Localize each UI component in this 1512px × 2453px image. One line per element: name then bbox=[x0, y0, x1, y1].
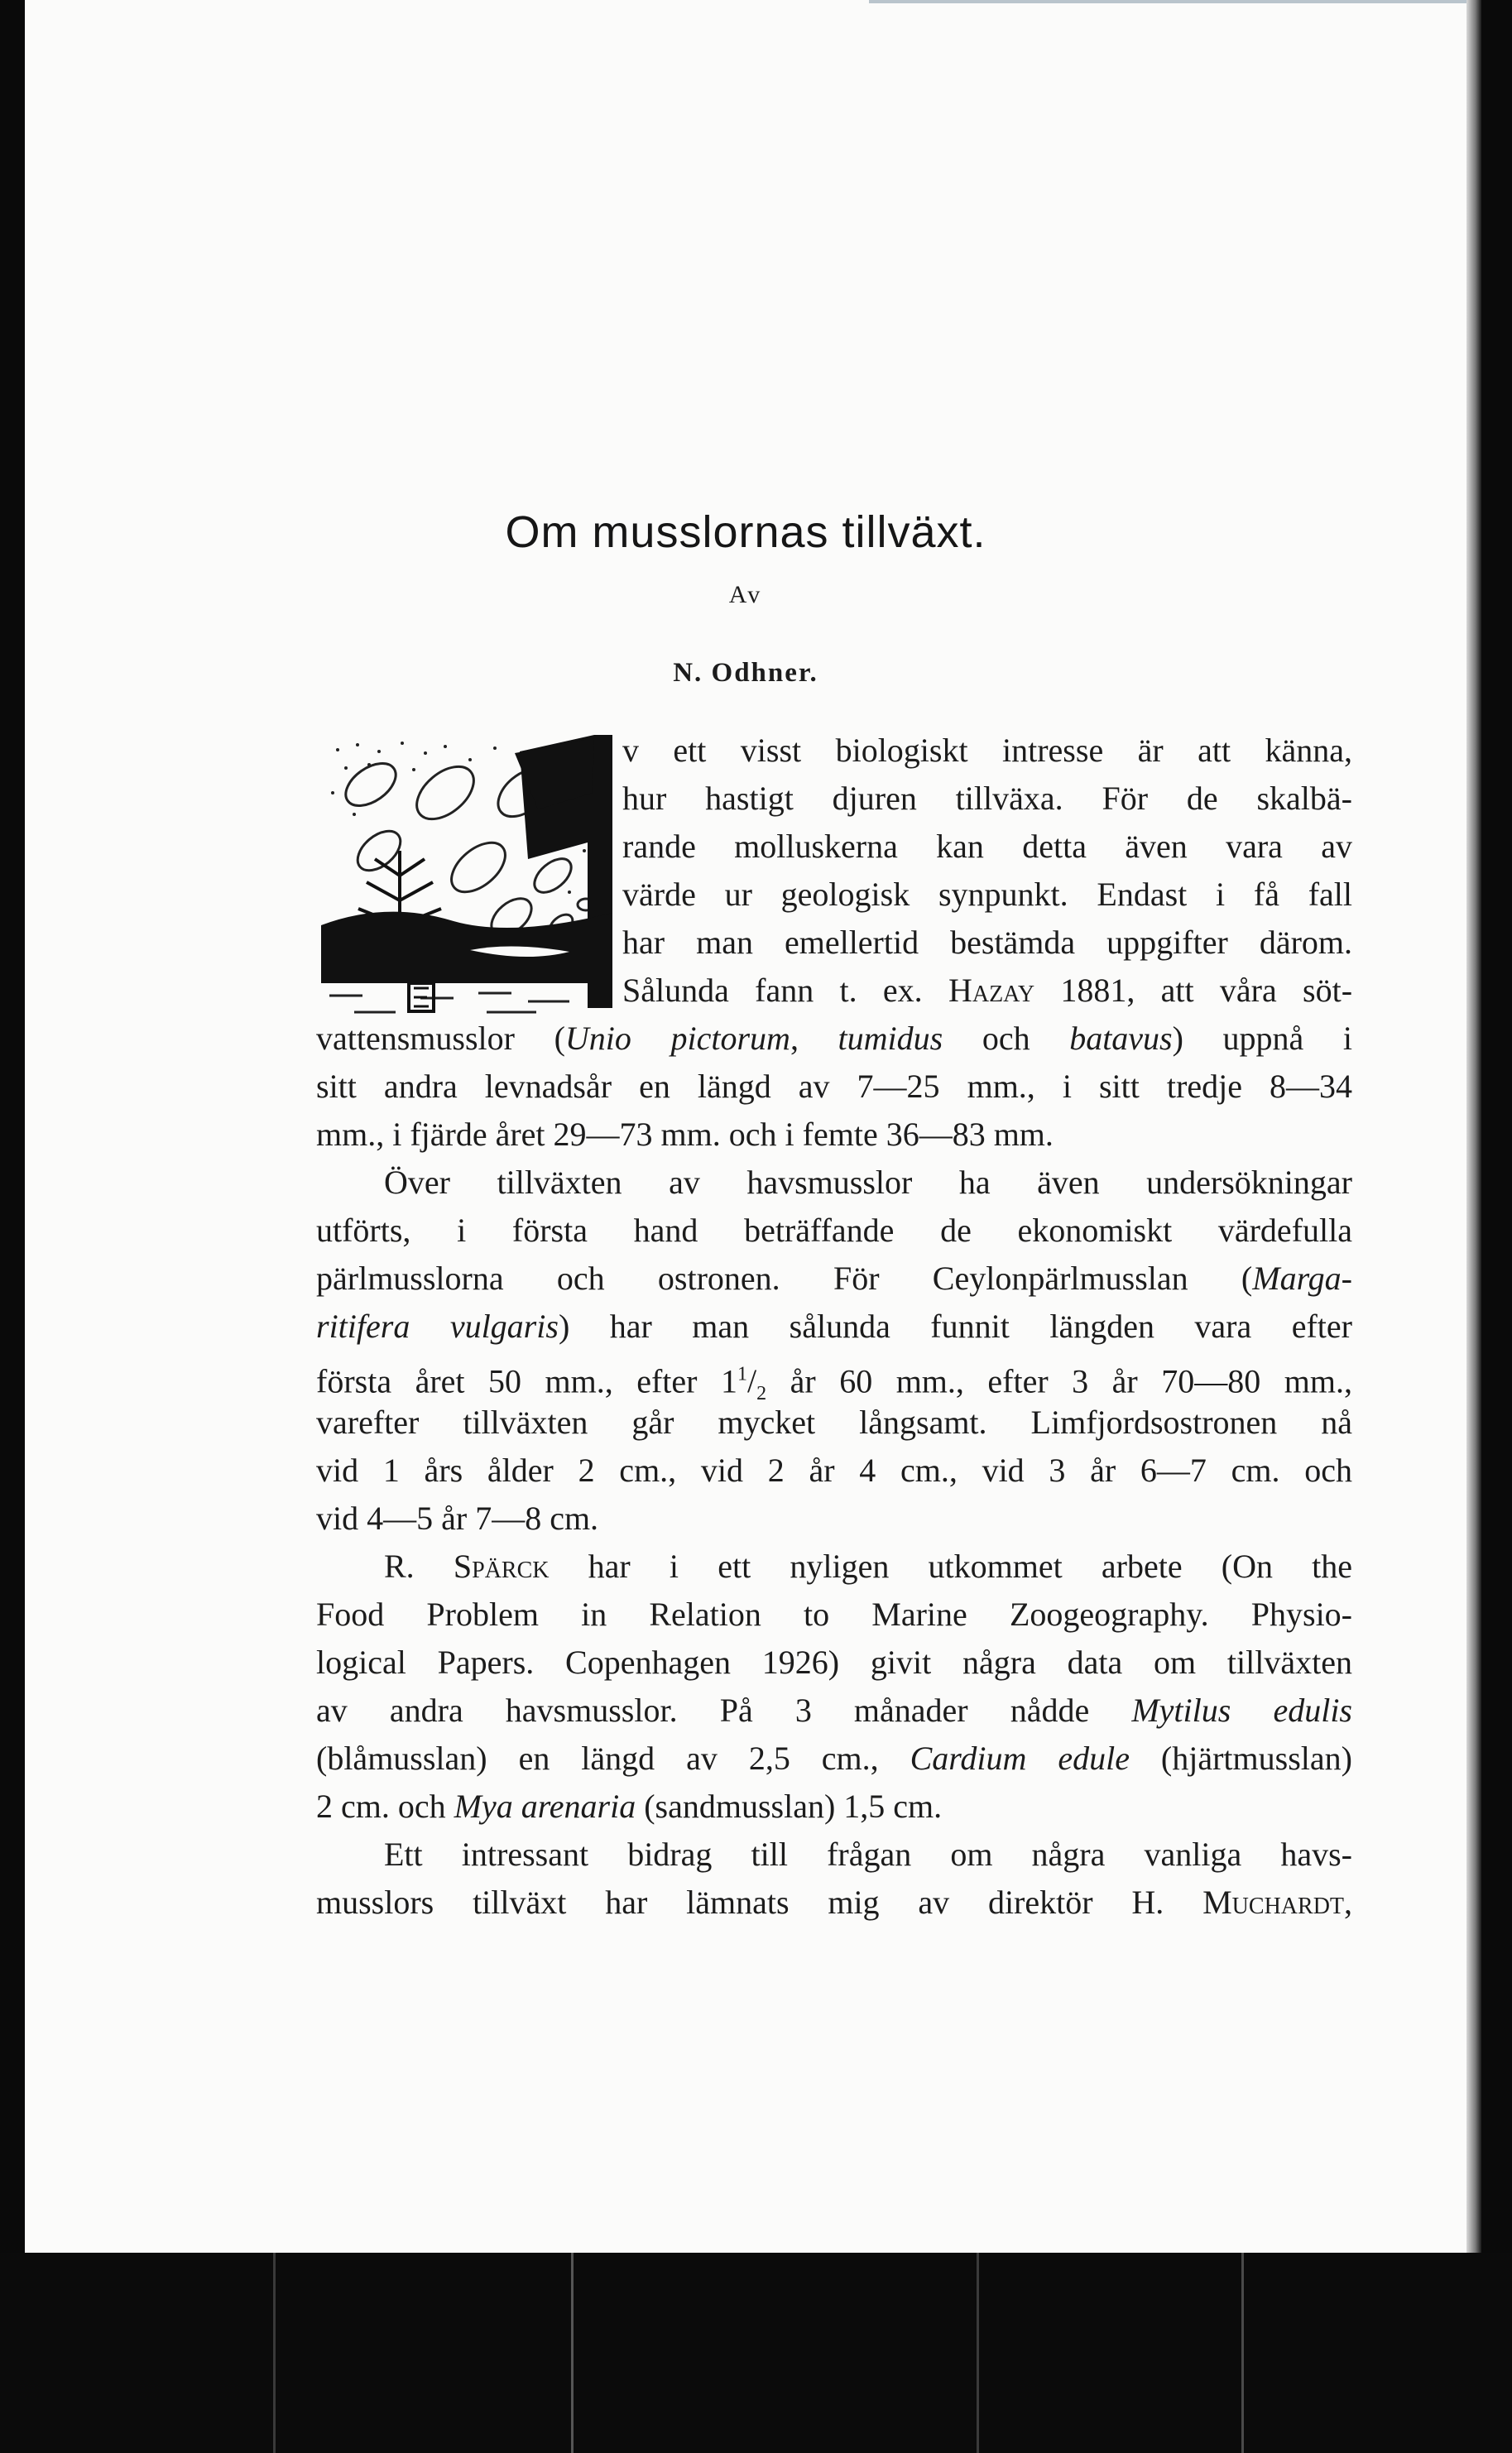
decorative-initial-illustration bbox=[321, 735, 612, 1023]
scan-streak bbox=[273, 2253, 276, 2453]
text-line: varefter tillväxten går mycket långsamt. Limfjordsostronen nå bbox=[316, 1404, 1352, 1441]
author-citation: Hazay bbox=[948, 972, 1035, 1009]
author-citation: Muchardt bbox=[1202, 1884, 1345, 1921]
scan-streak bbox=[571, 2253, 574, 2453]
text-line: mm., i fjärde året 29—73 mm. och i femte 36—83 mm. bbox=[316, 1116, 1054, 1153]
text-line: första året 50 mm., efter $1^1/_2$ år 60 mm., efter 3 år 70—80 mm., bbox=[316, 1362, 1352, 1405]
text-line: av andra havsmusslor. På 3 månader nådde Mytilus edulis bbox=[316, 1692, 1352, 1729]
text-line: hur hastigt djuren tillväxa. För de skalbä- bbox=[622, 780, 1352, 817]
text-line: v ett visst biologiskt intresse är att känna, bbox=[622, 732, 1352, 769]
byline: Av bbox=[728, 581, 763, 608]
text-line: Över tillväxten av havsmusslor ha även undersökningar bbox=[384, 1164, 1352, 1201]
text-line: musslors tillväxt har lämnats mig av direktör H. Muchardt, bbox=[316, 1884, 1353, 1921]
text-line: pärlmusslorna och ostronen. För Ceylonpärlmusslan (Marga- bbox=[316, 1260, 1352, 1297]
text-line: värde ur geologisk synpunkt. Endast i få fall bbox=[622, 876, 1352, 913]
scan-streak bbox=[1241, 2253, 1244, 2453]
scan-bottom-band bbox=[0, 2253, 1512, 2453]
text-line: logical Papers. Copenhagen 1926) givit några data om tillväxten bbox=[316, 1644, 1352, 1681]
text-line: rande molluskerna kan detta även vara av bbox=[622, 828, 1352, 865]
author: N. Odhner. bbox=[673, 658, 818, 688]
text-line: har man emellertid bestämda uppgifter därom. bbox=[622, 924, 1352, 961]
article-title: Om musslornas tillväxt. bbox=[505, 507, 986, 557]
text-line: vattensmusslor (Unio pictorum, tumidus och batavus) uppnå i bbox=[316, 1020, 1353, 1057]
text-line: vid 1 års ålder 2 cm., vid 2 år 4 cm., vid 3 år 6—7 cm. och bbox=[316, 1452, 1352, 1489]
fraction: $^1/_2$ bbox=[737, 1362, 767, 1405]
text-line: 2 cm. och Mya arenaria (sandmusslan) 1,5 cm. bbox=[316, 1788, 943, 1825]
text-line: vid 4—5 år 7—8 cm. bbox=[316, 1500, 599, 1537]
text-line: Ett intressant bidrag till frågan om några vanliga havs- bbox=[384, 1836, 1352, 1873]
text-line: Sålunda fann t. ex. Hazay 1881, att våra söt- bbox=[622, 972, 1353, 1009]
author-citation: Spärck bbox=[453, 1548, 550, 1585]
text-line: R. Spärck har i ett nyligen utkommet arbete (On the bbox=[384, 1548, 1353, 1585]
page bbox=[25, 0, 1466, 2253]
text-line: Food Problem in Relation to Marine Zoogeography. Physio- bbox=[316, 1596, 1352, 1633]
text-line: (blåmusslan) en längd av 2,5 cm., Cardium edule (hjärtmusslan) bbox=[316, 1740, 1352, 1777]
scan-streak bbox=[977, 2253, 979, 2453]
scan-page-edge bbox=[1466, 0, 1481, 2253]
scan-edge-line bbox=[869, 0, 1481, 3]
text-line: ritifera vulgaris) har man sålunda funnit längden vara efter bbox=[316, 1308, 1352, 1345]
drop-cap-initial bbox=[321, 735, 612, 1023]
text-line: sitt andra levnadsår en längd av 7—25 mm., i sitt tredje 8—34 bbox=[316, 1068, 1352, 1105]
text-line: utförts, i första hand beträffande de ekonomiskt värdefulla bbox=[316, 1212, 1352, 1249]
